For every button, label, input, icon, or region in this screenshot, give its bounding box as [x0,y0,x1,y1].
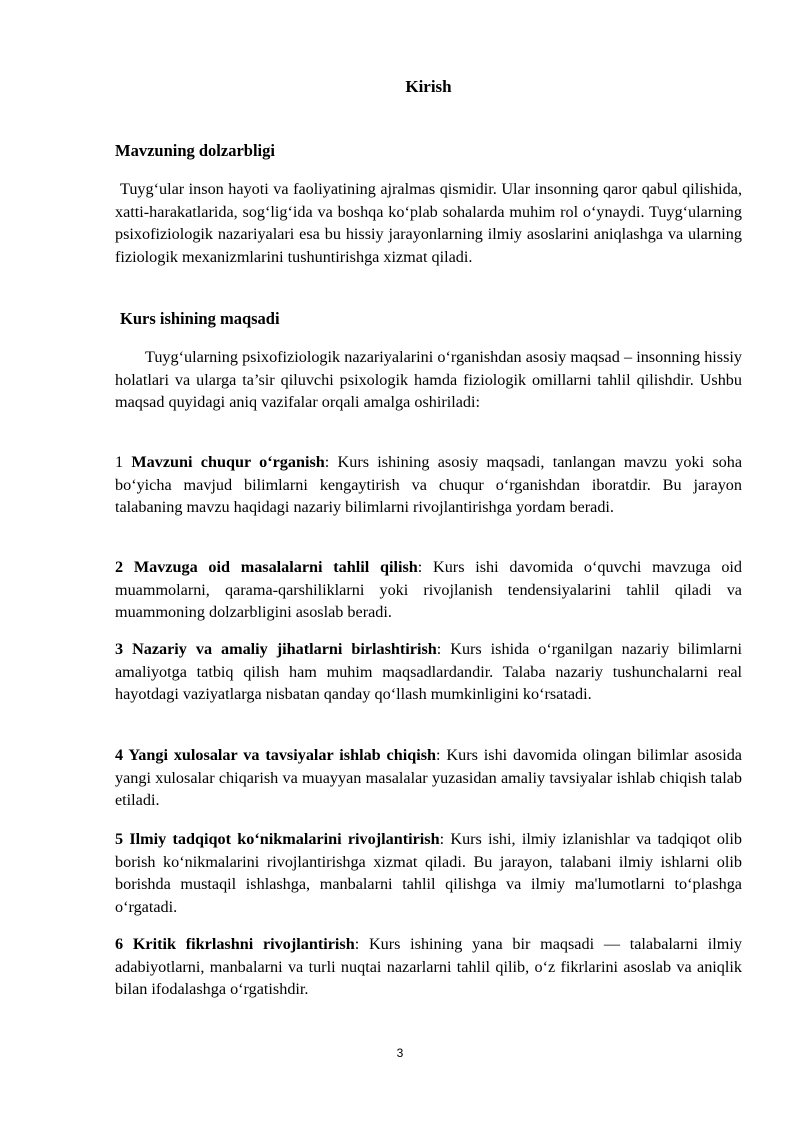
relevance-paragraph: Tuyg‘ular inson hayoti va faoliyatining ajralmas qismidir. Ular insonning qaror qabul qilishida, xatti-harakatlarida, sog‘lig‘ida va boshqa ko‘plab sohalarda muhim rol o‘ynaydi. Tuyg‘ularning psixofiziologik nazariyalari esa bu hissiy jarayonlarning ilmiy asoslarini aniqlashga va ularning fiziologik mexanizmlarini tushuntirishga xizmat qiladi. [115,180,742,266]
task-item-3 [115,638,742,706]
goal-heading: Kurs ishining maqsadi [120,309,280,328]
page-title: Kirish [405,77,452,96]
task-number: 3 [115,640,133,658]
task-title: Nazariy va amaliy jihatlarni birlashtirish [132,640,437,658]
task-item-5 [115,828,742,918]
task-text: : Kurs ishining asosiy maqsadi, tanlangan mavzu yoki soha bo‘yicha mavjud bilimlarni kengaytirish va chuqur o‘rganishdan iboratdir. Bu jarayon talabaning mavzu haqidagi nazariy bilimlarni rivojlantirishga yordam beradi. [115,453,743,517]
task-number: 5 [115,830,130,848]
task-item-4 [115,744,742,812]
page-number: 3 [396,1046,404,1060]
task-text: : Kurs ishida o‘rganilgan nazariy bilimlarni amaliyotga tatbiq qilish ham muhim maqsadlardandir. Talaba nazariy tushunchalarni real hayotdagi vaziyatlarga nisbatan qanday qo‘llash mumkinligini ko‘rsatadi. [115,640,743,704]
task-number: 2 [115,558,134,576]
goal-paragraph: Tuyg‘ularning psixofiziologik nazariyalarini o‘rganishdan asosiy maqsad – insonning hissiy holatlari va ularga ta’sir qiluvchi psixologik hamda fiziologik omillarni tahlil qilishdir. Ushbu maqsad quyidagi aniq vazifalar orqali amalga oshiriladi: [115,348,742,412]
task-item-6 [115,933,742,1001]
task-number: 6 [115,935,133,953]
task-title: Mavzuga oid masalalarni tahlil qilish [133,558,418,576]
task-item-2 [115,556,742,624]
task-text: : Kurs ishi davomida o‘quvchi mavzuga oid muammolarni, qarama-qarshiliklarni yoki rivojlanish tendensiyalarini tahlil qiladi va muammoning dolzarbligini asoslab beradi. [115,558,742,622]
task-text: : Kurs ishi, ilmiy izlanishlar va tadqiqot olib borish ko‘nikmalarini rivojlantirishga xizmat qiladi. Bu jarayon, talabani ilmiy ishlarni olib borishda mustaqil ishlashga, manbalarni tahlil qilishga va ilmiy ma'lumotlarni to‘plashga o‘rgatadi. [115,830,743,916]
task-text: : Kurs ishi davomida olingan bilimlar asosida yangi xulosalar chiqarish va muayyan masalalar yuzasidan amaliy tavsiyalar ishlab chiqish talab etiladi. [115,746,742,810]
task-title: Ilmiy tadqiqot ko‘nikmalarini rivojlantirish [129,830,440,848]
task-text: : Kurs ishining yana bir maqsadi — talabalarni ilmiy adabiyotlarni, manbalarni va turli nuqtai nazarlarni tahlil qilib, o‘z fikrlarini asoslab va aniqlik bilan ifodalashga o‘rgatishdir. [115,935,742,999]
task-title: Yangi xulosalar va tavsiyalar ishlab chiqish [128,746,437,764]
task-number: 1 [115,453,132,471]
task-title: Mavzuni chuqur o‘rganish [131,453,325,471]
task-item-1 [115,451,742,519]
relevance-heading: Mavzuning dolzarbligi [115,141,275,160]
task-title: Kritik fikrlashni rivojlantirish [132,935,355,953]
task-number: 4 [115,746,129,764]
